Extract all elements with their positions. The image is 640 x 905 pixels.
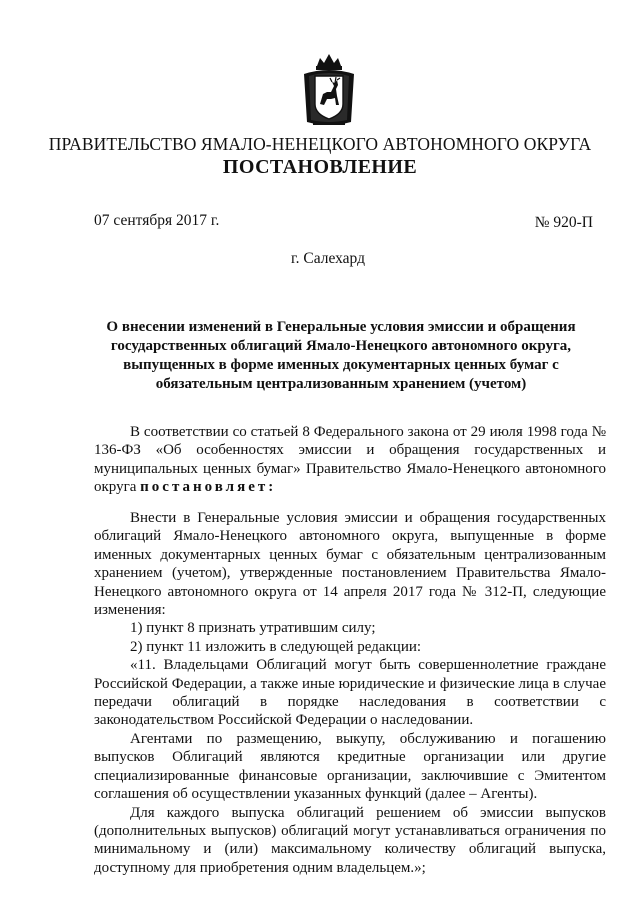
subject-line: выпущенных в форме именных документарных ценных бумаг с (123, 357, 559, 373)
preamble-decree-word: постановляет: (140, 479, 277, 496)
document-number: № 920-П (534, 214, 593, 231)
document-type: ПОСТАНОВЛЕНИЕ (222, 156, 418, 178)
subject-line: государственных облигаций Ямало-Ненецкого автономного округа, (110, 338, 572, 354)
body-paragraph: 1) пункт 8 признать утратившим силу; (130, 620, 376, 637)
body-paragraph: «11. Владельцами Облигаций могут быть совершеннолетние граждане Российской Федерации, а также иные юридические и физические лица в случае передачи облигаций в порядке наследования в соответствии с законодательством Российской Федерации о наследовании. (94, 657, 606, 729)
preamble-text: В соответствии со статьей 8 Федерального закона от 29 июля 1998 года № 136-ФЗ «Об особенностях эмиссии и обращения государственных и муниципальных ценных бумаг» Правительство Ямало-Ненецкого автономного округа (94, 424, 606, 496)
body-paragraph: 2) пункт 11 изложить в следующей редакции: (130, 638, 422, 655)
subject-line: О внесении изменений в Генеральные условия эмиссии и обращения (106, 319, 576, 335)
government-title: ПРАВИТЕЛЬСТВО ЯМАЛО-НЕНЕЦКОГО АВТОНОМНОГО ОКРУГА (48, 134, 592, 154)
preamble-paragraph (94, 423, 606, 497)
body-paragraph: Агентами по размещению, выкупу, обслуживанию и погашению выпусков Облигаций являются кредитные организации или другие специализированные финансовые организации, заключившие с Эмитентом соглашения об осуществлении указанных функций (далее – Агенты). (94, 730, 606, 803)
document-subject (100, 318, 582, 394)
preamble (94, 423, 606, 497)
coat-of-arms-emblem (301, 52, 357, 130)
subject-line: обязательным централизованным хранением (учетом) (155, 376, 527, 392)
body-paragraph: Внести в Генеральные условия эмиссии и обращения государственных облигаций Ямало-Ненецкого автономного округа, выпущенные в форме именных документарных ценных бумаг с обязательным централизованным хранением (учетом), утвержденные постановлением Правительства Ямало-Ненецкого автономного округа от 14 апреля 2017 года № 312-П, следующие изменения: (94, 510, 606, 619)
body-paragraph: Для каждого выпуска облигаций решением об эмиссии выпусков (дополнительных выпусков) облигаций могут устанавливаться ограничения по минимальному и (или) максимальному количеству облигаций выпуска, доступному для приобретения одним владельцем.»; (94, 804, 606, 876)
decree-body (94, 509, 606, 877)
document-city: г. Салехард (291, 250, 365, 267)
document-date: 07 сентября 2017 г. (94, 212, 220, 229)
